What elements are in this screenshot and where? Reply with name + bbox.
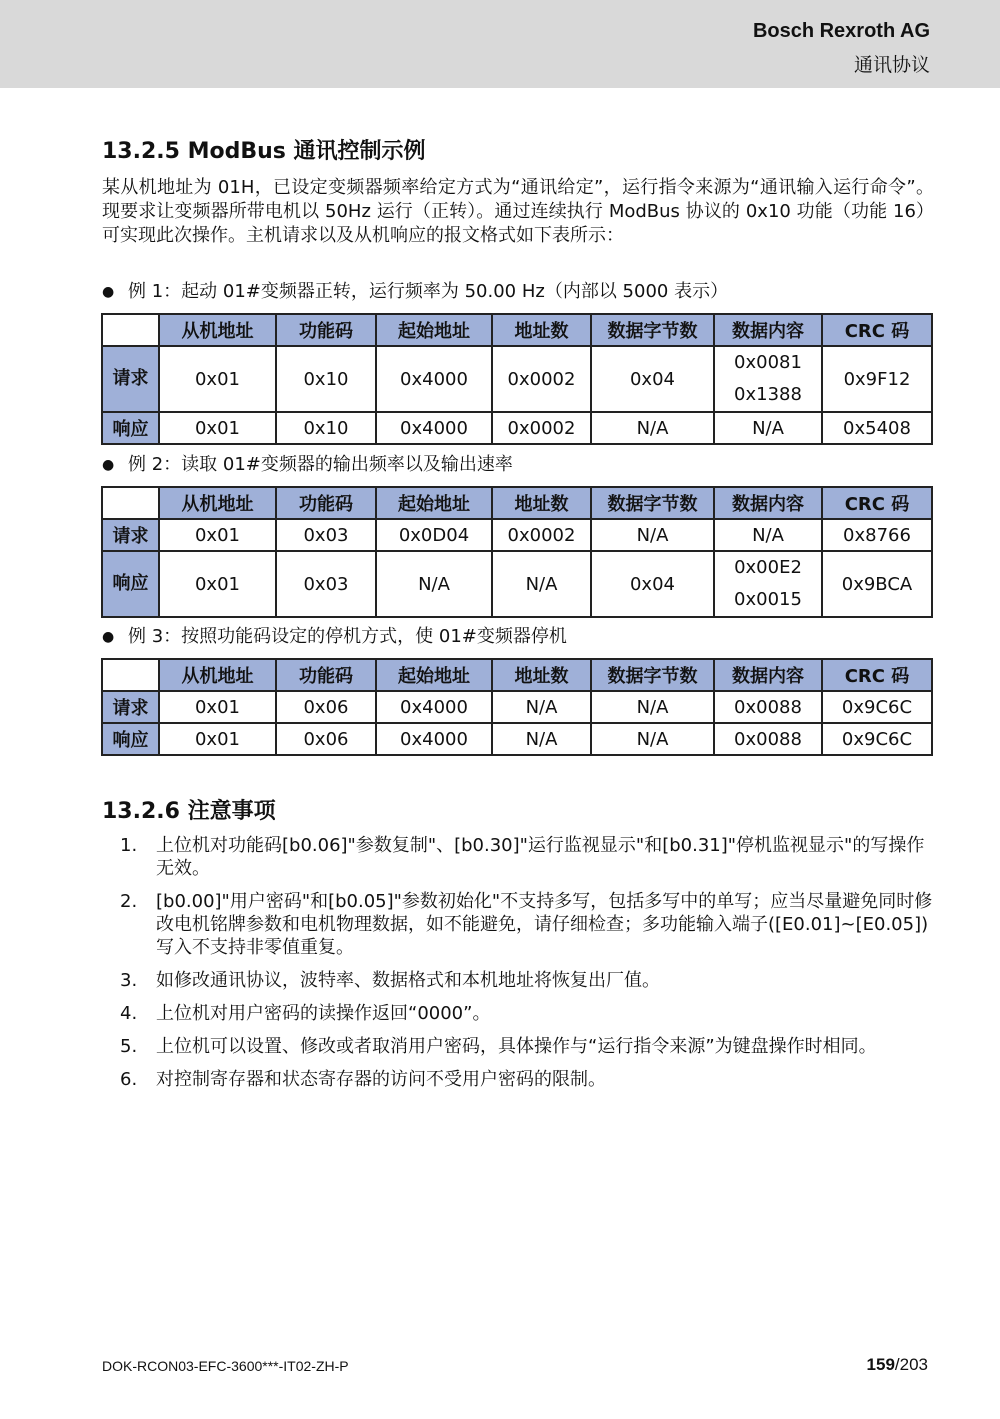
table-cell: 0x4000 bbox=[376, 691, 492, 723]
table-cell: N/A bbox=[492, 723, 591, 755]
column-header: 数据内容 bbox=[714, 487, 822, 519]
table-header-row bbox=[102, 487, 932, 519]
list-item: 3. 如修改通讯协议，波特率、数据格式和本机地址将恢复出厂值。 bbox=[120, 970, 660, 991]
row-header: 响应 bbox=[102, 551, 159, 617]
table-row bbox=[102, 723, 932, 755]
list-item: 2. [b0.00]"用户密码"和[b0.05]"参数初始化"不支持多写，包括多写中的单写；应当尽量避免同时修改电机铭牌参数和电机物理数据，如不能避免，请仔细检查；多功能输入端子([E0.01]~[E0.05])写入不支持非零值重复。 bbox=[120, 891, 933, 958]
table-cell: N/A bbox=[591, 723, 714, 755]
column-header: 起始地址 bbox=[376, 487, 492, 519]
table-cell: 0x10 bbox=[276, 412, 376, 444]
table-cell: 0x9BCA bbox=[822, 551, 932, 617]
column-header: 功能码 bbox=[276, 487, 376, 519]
column-header: 数据内容 bbox=[714, 314, 822, 346]
table-cell: 0x9F12 bbox=[822, 346, 932, 412]
table-cell: 0x0088 bbox=[714, 723, 822, 755]
table-cell: N/A bbox=[492, 551, 591, 617]
table-cell: 0x06 bbox=[276, 691, 376, 723]
example-2-label: ● 例 2：读取 01#变频器的输出频率以及输出速率 bbox=[102, 454, 513, 475]
corner-cell bbox=[102, 659, 159, 691]
example-1-label: ● 例 1：起动 01#变频器正转，运行频率为 50.00 Hz（内部以 5000 表示） bbox=[102, 281, 729, 302]
table-cell: 0x04 bbox=[591, 346, 714, 412]
table-cell: 0x01 bbox=[159, 551, 276, 617]
table-cell: 0x5408 bbox=[822, 412, 932, 444]
column-header: 数据字节数 bbox=[591, 487, 714, 519]
table-cell: 0x0D04 bbox=[376, 519, 492, 551]
document-id: DOK-RCON03-EFC-3600***-IT02-ZH-P bbox=[102, 1358, 349, 1374]
table-cell: N/A bbox=[591, 519, 714, 551]
bullet-icon: ● bbox=[102, 284, 115, 300]
table-cell: 0x0088 bbox=[714, 691, 822, 723]
row-header: 请求 bbox=[102, 346, 159, 412]
column-header: CRC 码 bbox=[822, 659, 932, 691]
table-cell: 0x10 bbox=[276, 346, 376, 412]
table-cell-data: 0x00E2 0x0015 bbox=[714, 551, 822, 617]
table-cell: 0x01 bbox=[159, 346, 276, 412]
table-row bbox=[102, 691, 932, 723]
section-title-1: 13.2.5 ModBus 通讯控制示例 bbox=[102, 139, 426, 164]
table-cell: N/A bbox=[591, 412, 714, 444]
row-header: 响应 bbox=[102, 412, 159, 444]
column-header: 功能码 bbox=[276, 659, 376, 691]
table-cell: 0x4000 bbox=[376, 346, 492, 412]
column-header: 地址数 bbox=[492, 314, 591, 346]
column-header: 起始地址 bbox=[376, 314, 492, 346]
column-header: 从机地址 bbox=[159, 659, 276, 691]
table-row bbox=[102, 551, 932, 617]
table-row bbox=[102, 412, 932, 444]
table-cell: 0x01 bbox=[159, 691, 276, 723]
example-1-table bbox=[101, 313, 933, 445]
row-header: 请求 bbox=[102, 519, 159, 551]
table-cell: N/A bbox=[492, 691, 591, 723]
column-header: 地址数 bbox=[492, 659, 591, 691]
table-cell: 0x01 bbox=[159, 723, 276, 755]
table-cell: 0x0002 bbox=[492, 346, 591, 412]
table-header-row bbox=[102, 314, 932, 346]
table-cell: 0x8766 bbox=[822, 519, 932, 551]
table-cell: N/A bbox=[376, 551, 492, 617]
column-header: 从机地址 bbox=[159, 487, 276, 519]
notes-list bbox=[120, 834, 934, 1101]
table-cell-data: 0x0081 0x1388 bbox=[714, 346, 822, 412]
column-header: 数据字节数 bbox=[591, 314, 714, 346]
table-cell: 0x0002 bbox=[492, 519, 591, 551]
bullet-icon: ● bbox=[102, 629, 115, 645]
column-header: 地址数 bbox=[492, 487, 591, 519]
column-header: 数据字节数 bbox=[591, 659, 714, 691]
table-cell: 0x4000 bbox=[376, 723, 492, 755]
example-3-label: ● 例 3：按照功能码设定的停机方式，使 01#变频器停机 bbox=[102, 626, 567, 647]
list-item: 6. 对控制寄存器和状态寄存器的访问不受用户密码的限制。 bbox=[120, 1069, 606, 1090]
column-header: 数据内容 bbox=[714, 659, 822, 691]
page-number: 159/203 bbox=[866, 1355, 928, 1374]
column-header: 从机地址 bbox=[159, 314, 276, 346]
example-2-table bbox=[101, 486, 933, 618]
column-header: 起始地址 bbox=[376, 659, 492, 691]
table-cell: 0x01 bbox=[159, 519, 276, 551]
corner-cell bbox=[102, 314, 159, 346]
table-cell: 0x9C6C bbox=[822, 691, 932, 723]
page-header bbox=[0, 0, 1000, 88]
intro-paragraph: 某从机地址为 01H，已设定变频器频率给定方式为“通讯给定”，运行指令来源为“通讯输入运行命令”。现要求让变频器所带电机以 50Hz 运行（正转）。通过连续执行 ModBus 协议的 0x10 功能（功能 16）可实现此次操作。主机请求以及从机响应的报文格式如下表所示： bbox=[102, 177, 934, 246]
row-header: 响应 bbox=[102, 723, 159, 755]
table-cell: 0x03 bbox=[276, 519, 376, 551]
table-cell: 0x9C6C bbox=[822, 723, 932, 755]
bullet-icon: ● bbox=[102, 457, 115, 473]
list-item: 4. 上位机对用户密码的读操作返回“0000”。 bbox=[120, 1003, 491, 1024]
table-cell: N/A bbox=[714, 519, 822, 551]
table-header-row bbox=[102, 659, 932, 691]
table-cell: 0x06 bbox=[276, 723, 376, 755]
table-cell: N/A bbox=[591, 691, 714, 723]
example-3-table bbox=[101, 658, 933, 756]
table-cell: N/A bbox=[714, 412, 822, 444]
table-cell: 0x03 bbox=[276, 551, 376, 617]
table-cell: 0x4000 bbox=[376, 412, 492, 444]
header-section-name: 通讯协议 bbox=[853, 54, 930, 76]
column-header: CRC 码 bbox=[822, 314, 932, 346]
table-cell: 0x0002 bbox=[492, 412, 591, 444]
table-row bbox=[102, 519, 932, 551]
column-header: CRC 码 bbox=[822, 487, 932, 519]
corner-cell bbox=[102, 487, 159, 519]
table-row bbox=[102, 346, 932, 412]
section-title-2: 13.2.6 注意事项 bbox=[102, 799, 276, 824]
list-item: 5. 上位机可以设置、修改或者取消用户密码，具体操作与“运行指令来源”为键盘操作时相同。 bbox=[120, 1036, 877, 1057]
table-cell: 0x04 bbox=[591, 551, 714, 617]
table-cell: 0x01 bbox=[159, 412, 276, 444]
company-name: Bosch Rexroth AG bbox=[752, 20, 930, 42]
list-item: 1. 上位机对功能码[b0.06]"参数复制"、[b0.30]"运行监视显示"和[b0.31]"停机监视显示"的写操作无效。 bbox=[120, 835, 925, 879]
row-header: 请求 bbox=[102, 691, 159, 723]
column-header: 功能码 bbox=[276, 314, 376, 346]
